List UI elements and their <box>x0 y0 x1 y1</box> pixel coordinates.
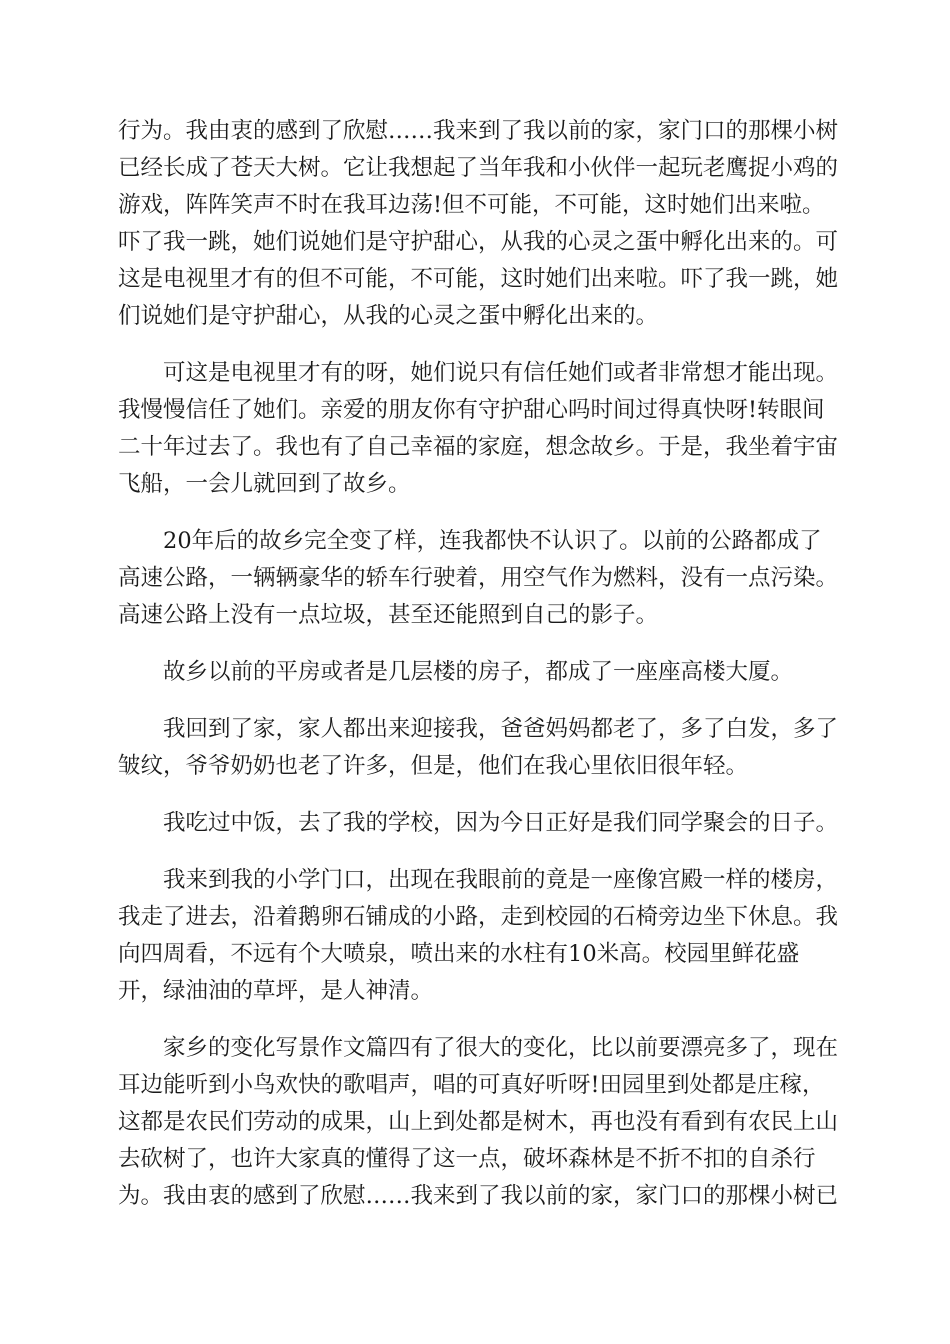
text-line: 去砍树了，也许大家真的懂得了这一点，破坏森林是不折不扣的自杀行 <box>118 1146 816 1172</box>
text-line: 这是电视里才有的但不可能，不可能，这时她们出来啦。吓了我一跳，她 <box>118 266 839 292</box>
text-line: 耳边能听到小鸟欢快的歌唱声，唱的可真好听呀!田园里到处都是庄稼， <box>118 1072 825 1098</box>
text-line: 二十年过去了。我也有了自己幸福的家庭，想念故乡。于是，我坐着宇宙 <box>118 434 839 460</box>
paragraph <box>118 113 839 335</box>
text-line: 吓了我一跳，她们说她们是守护甜心，从我的心灵之蛋中孵化出来的。可 <box>118 229 839 255</box>
text-line: 高速公路上没有一点垃圾，甚至还能照到自己的影子。 <box>118 602 659 628</box>
text-line: 我走了进去，沿着鹅卵石铺成的小路，走到校园的石椅旁边坐下休息。我 <box>118 904 839 930</box>
text-line: 们说她们是守护甜心，从我的心灵之蛋中孵化出来的。 <box>118 303 659 329</box>
text-line: 20年后的故乡完全变了样，连我都快不认识了。以前的公路都成了 <box>163 528 822 554</box>
text-line: 我来到我的小学门口，出现在我眼前的竟是一座像宫殿一样的楼房， <box>163 867 839 893</box>
body-text <box>118 113 839 1215</box>
paragraph <box>118 654 832 691</box>
text-line: 飞船，一会儿就回到了故乡。 <box>118 471 411 497</box>
text-line: 家乡的变化写景作文篇四有了很大的变化，比以前要漂亮多了，现在 <box>163 1035 839 1061</box>
text-line: 行为。我由衷的感到了欣慰……我来到了我以前的家，家门口的那棵小树 <box>118 118 839 144</box>
paragraph <box>118 862 839 1010</box>
text-line: 这都是农民们劳动的成果，山上到处都是树木，再也没有看到有农民上山 <box>118 1109 839 1135</box>
text-line: 我慢慢信任了她们。亲爱的朋友你有守护甜心吗时间过得真快呀!转眼间 <box>118 397 825 423</box>
text-line: 我回到了家，家人都出来迎接我，爸爸妈妈都老了，多了白发，多了 <box>163 716 839 742</box>
paragraph <box>118 355 839 503</box>
text-line: 游戏，阵阵笑声不时在我耳边荡!但不可能，不可能，这时她们出来啦。 <box>118 192 825 218</box>
paragraph <box>118 711 839 785</box>
text-line: 可这是电视里才有的呀，她们说只有信任她们或者非常想才能出现。 <box>163 360 839 386</box>
text-line: 我吃过中饭，去了我的学校，因为今日正好是我们同学聚会的日子。 <box>163 810 839 836</box>
text-line: 故乡以前的平房或者是几层楼的房子，都成了一座座高楼大厦。 <box>163 659 794 685</box>
text-line: 皱纹，爷爷奶奶也老了许多，但是，他们在我心里依旧很年轻。 <box>118 753 749 779</box>
paragraph <box>118 805 839 842</box>
text-line: 为。我由衷的感到了欣慰……我来到了我以前的家，家门口的那棵小树已 <box>118 1183 839 1209</box>
paragraph <box>118 1030 839 1215</box>
text-line: 高速公路，一辆辆豪华的轿车行驶着，用空气作为燃料，没有一点污染。 <box>118 565 839 591</box>
text-line: 已经长成了苍天大树。它让我想起了当年我和小伙伴一起玩老鹰捉小鸡的 <box>118 155 839 181</box>
text-line: 开，绿油油的草坪，是人神清。 <box>118 978 434 1004</box>
paragraph <box>118 523 839 634</box>
text-line: 向四周看，不远有个大喷泉，喷出来的水柱有10米高。校园里鲜花盛 <box>118 941 800 967</box>
